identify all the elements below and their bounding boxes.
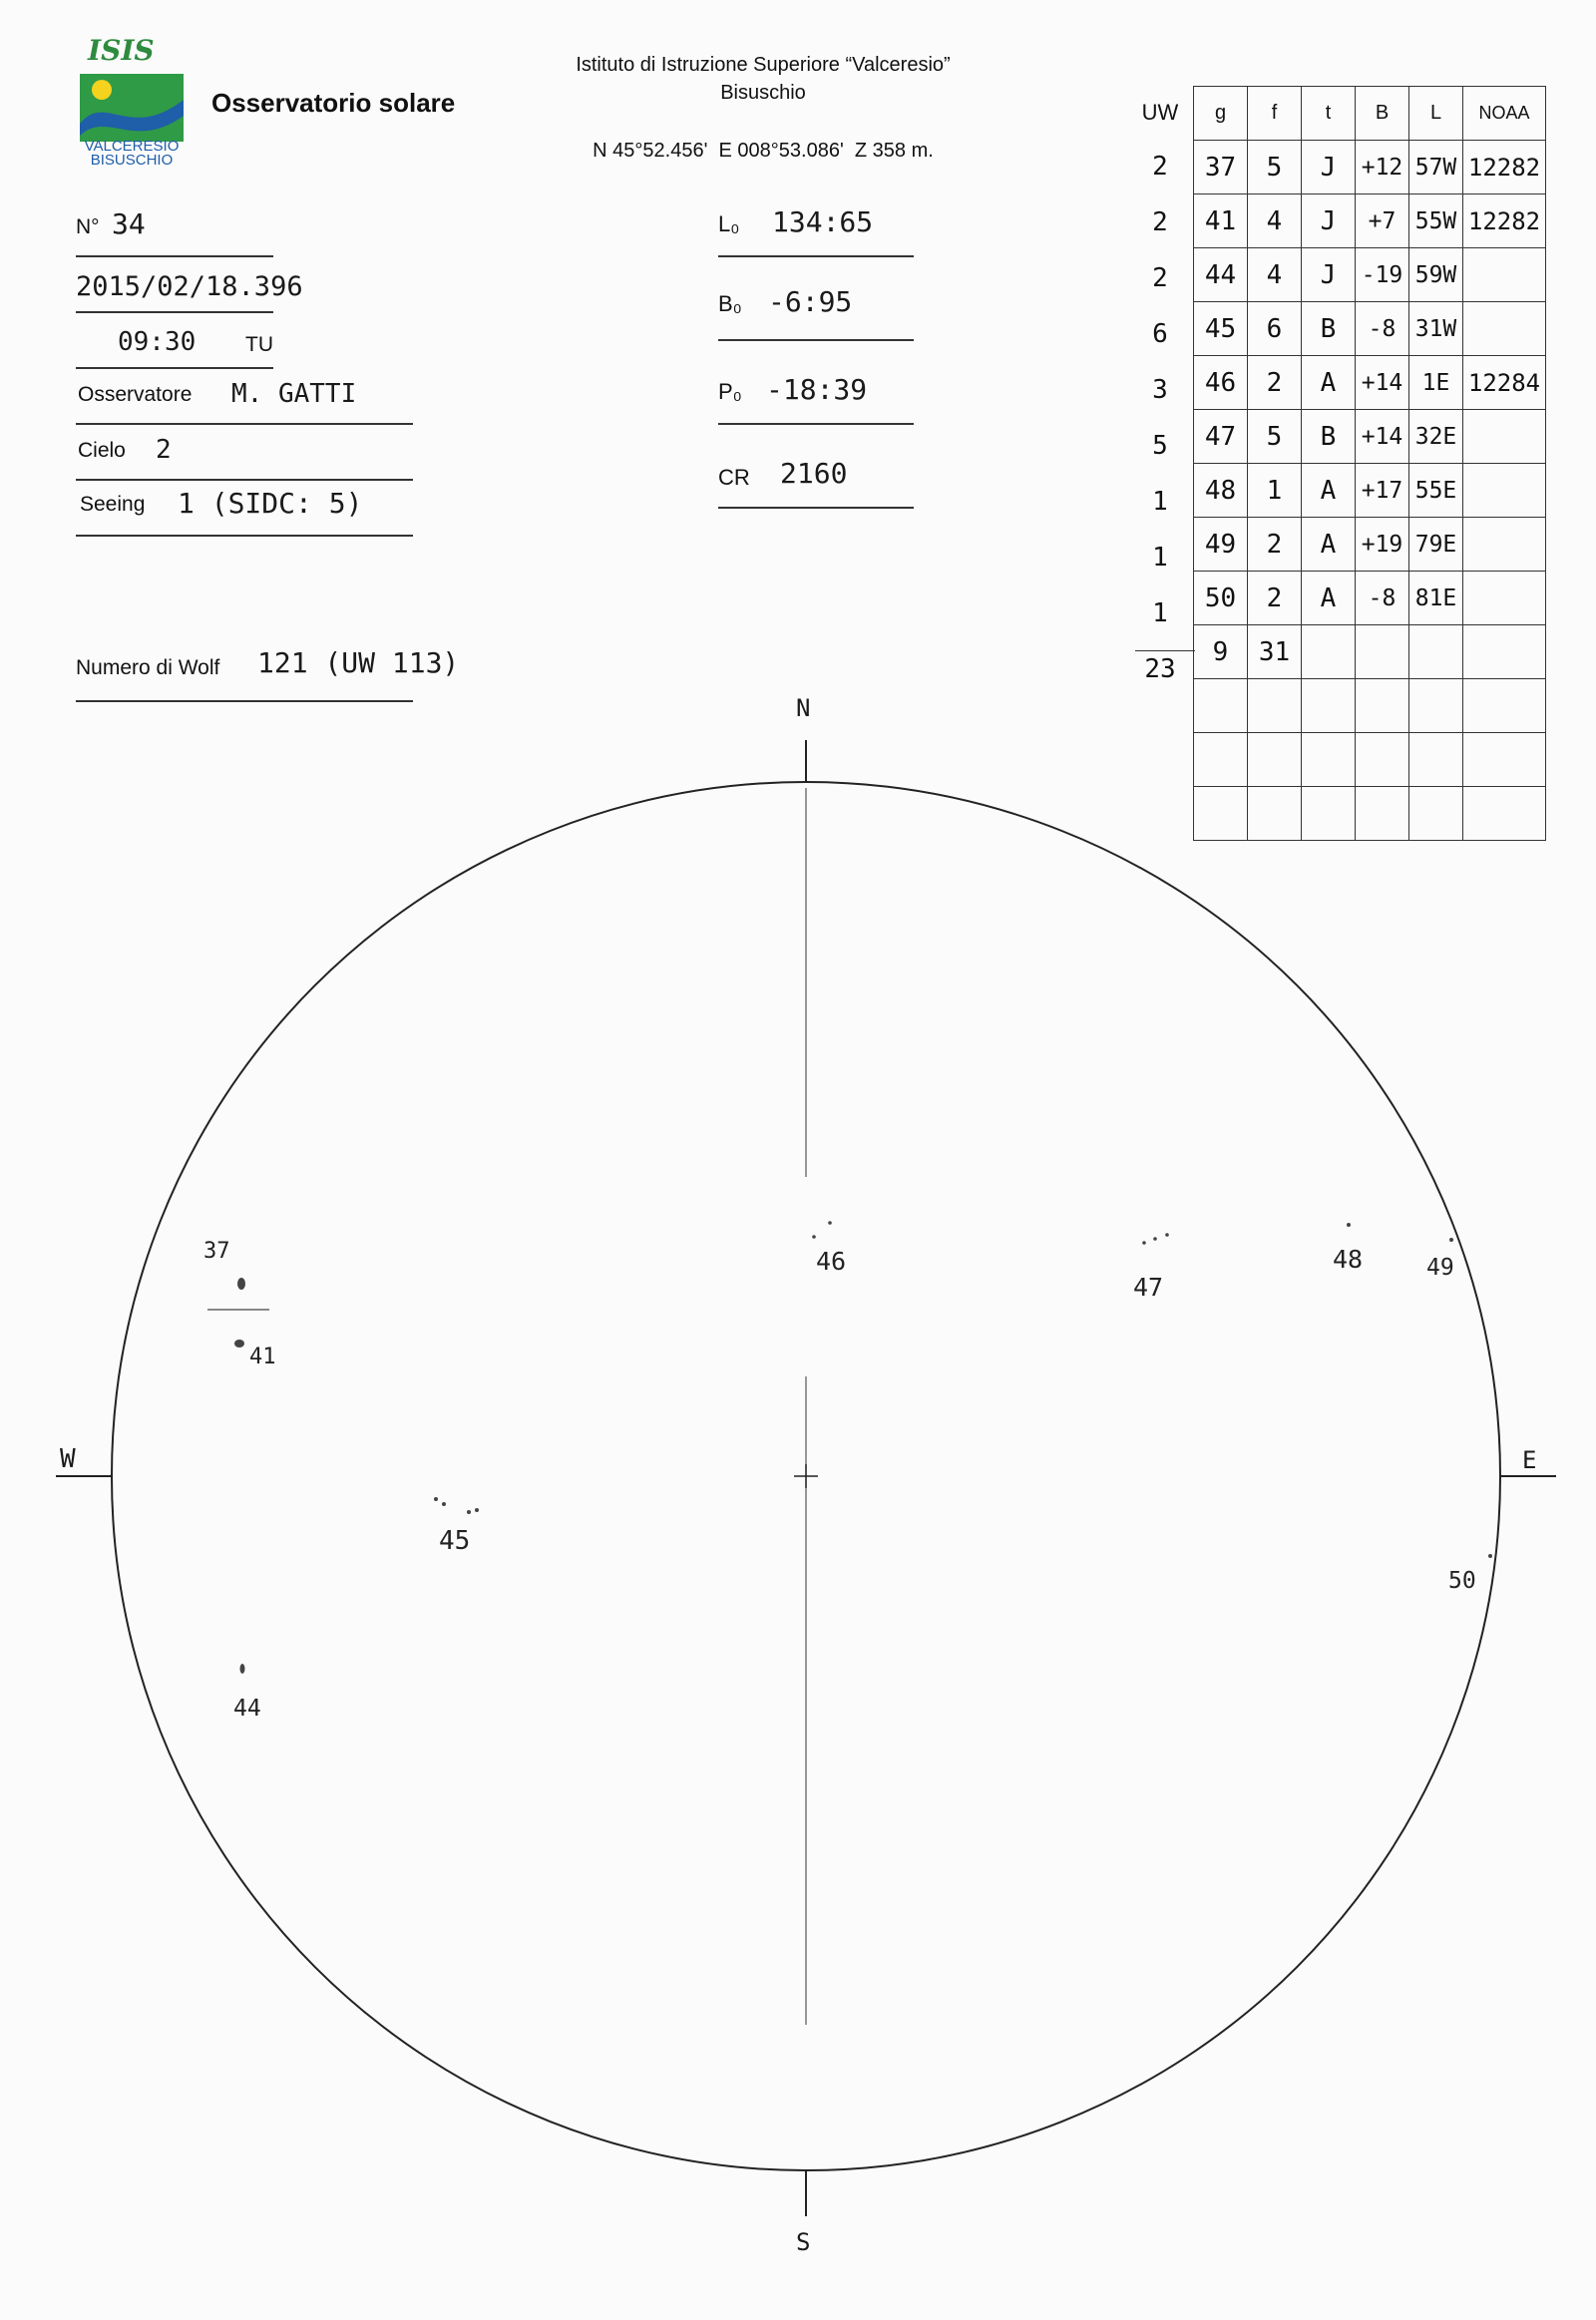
cell-g: 46 (1194, 356, 1248, 410)
cell-b: +17 (1356, 464, 1409, 518)
sunspot (434, 1497, 438, 1501)
sky-label: Cielo (78, 439, 126, 462)
col-header-b: B (1356, 87, 1409, 141)
b0-value: -6:95 (768, 285, 853, 318)
institute-town: Bisuschio (720, 82, 806, 104)
sunspot (475, 1508, 479, 1512)
cell-f: 4 (1248, 248, 1302, 302)
cell-t: J (1302, 141, 1356, 194)
cell-b: +19 (1356, 518, 1409, 572)
north-label: N (796, 694, 811, 722)
sunspot (234, 1340, 244, 1348)
cell-t: A (1302, 356, 1356, 410)
cell-f: 2 (1248, 356, 1302, 410)
cell-t: J (1302, 248, 1356, 302)
uw-cell: 6 (1152, 319, 1168, 349)
logo-subtitle: VALCERESIO BISUSCHIO (84, 138, 180, 169)
sunspot (828, 1221, 832, 1225)
observer-label: Osservatore (78, 383, 193, 406)
sunspot (1165, 1233, 1169, 1237)
site-coordinates: N 45°52.456' E 008°53.086' Z 358 m. (593, 140, 934, 162)
cell-noaa: 12282 (1463, 194, 1546, 248)
group-label: 48 (1333, 1245, 1364, 1274)
b0-label: B₀ (718, 291, 742, 316)
l0-value: 134:65 (772, 205, 874, 238)
col-header-g: g (1194, 87, 1248, 141)
cell-g: 44 (1194, 248, 1248, 302)
uw-cell: 1 (1152, 543, 1168, 573)
cell-l: 32E (1409, 410, 1463, 464)
cell-noaa: 12284 (1463, 356, 1546, 410)
cell-l: 59W (1409, 248, 1463, 302)
cell-b: +12 (1356, 141, 1409, 194)
total-f: 31 (1248, 625, 1302, 679)
cell-b: -19 (1356, 248, 1409, 302)
col-header-f: f (1248, 87, 1302, 141)
p0-value: -18:39 (766, 373, 868, 406)
uw-cell: 1 (1152, 487, 1168, 517)
p0-label: P₀ (718, 379, 742, 404)
sunspot (237, 1278, 245, 1290)
l0-label: L₀ (718, 211, 740, 236)
uw-cell: 2 (1152, 263, 1168, 293)
sunspot (1142, 1241, 1146, 1245)
time-unit: TU (245, 333, 273, 356)
cell-l: 55E (1409, 464, 1463, 518)
uw-cell: 3 (1152, 375, 1168, 405)
cell-b: -8 (1356, 572, 1409, 625)
cell-noaa: 12282 (1463, 141, 1546, 194)
cell-l: 79E (1409, 518, 1463, 572)
sunspot (1488, 1554, 1492, 1558)
cell-b: +14 (1356, 356, 1409, 410)
seeing-label: Seeing (80, 493, 146, 516)
sunspot (1449, 1238, 1453, 1242)
uw-cell: 1 (1152, 598, 1168, 628)
uw-cell: 2 (1152, 152, 1168, 182)
group-label: 50 (1448, 1568, 1476, 1594)
cell-b: -8 (1356, 302, 1409, 356)
south-label: S (796, 2228, 811, 2256)
cell-b: +7 (1356, 194, 1409, 248)
seeing-value: 1 (SIDC: 5) (178, 487, 363, 520)
sunspot (812, 1235, 816, 1239)
cell-t: A (1302, 518, 1356, 572)
cell-f: 6 (1248, 302, 1302, 356)
col-header-t: t (1302, 87, 1356, 141)
cell-l: 55W (1409, 194, 1463, 248)
cell-t: B (1302, 410, 1356, 464)
cell-g: 48 (1194, 464, 1248, 518)
uw-total: 23 (1144, 654, 1176, 684)
cr-value: 2160 (780, 457, 848, 490)
wolf-number-value: 121 (UW 113) (257, 646, 460, 679)
east-label: E (1522, 1446, 1537, 1474)
cr-label: CR (718, 465, 750, 490)
uw-cell: 5 (1152, 431, 1168, 461)
number-value: 34 (112, 207, 146, 240)
time-value: 09:30 (118, 327, 197, 357)
cell-f: 1 (1248, 464, 1302, 518)
sunspot (1153, 1237, 1157, 1241)
cell-t: J (1302, 194, 1356, 248)
sunspot (442, 1502, 446, 1506)
cell-f: 5 (1248, 410, 1302, 464)
group-label: 49 (1426, 1255, 1454, 1281)
cell-g: 50 (1194, 572, 1248, 625)
institute-name: Istituto di Istruzione Superiore “Valceresio” (576, 54, 951, 76)
cell-l: 31W (1409, 302, 1463, 356)
uw-cell: 2 (1152, 207, 1168, 237)
wolf-number-label: Numero di Wolf (76, 656, 220, 679)
cell-g: 47 (1194, 410, 1248, 464)
cell-g: 49 (1194, 518, 1248, 572)
date-value: 2015/02/18.396 (76, 271, 303, 302)
group-label: 41 (249, 1345, 276, 1369)
col-header-noaa: NOAA (1463, 87, 1546, 141)
cell-f: 2 (1248, 518, 1302, 572)
cell-t: A (1302, 572, 1356, 625)
sunspot (467, 1510, 471, 1514)
cell-g: 45 (1194, 302, 1248, 356)
uw-header: UW (1141, 100, 1179, 125)
cell-g: 37 (1194, 141, 1248, 194)
group-label: 46 (816, 1247, 847, 1276)
cell-f: 5 (1248, 141, 1302, 194)
group-label: 47 (1133, 1273, 1164, 1302)
cell-f: 2 (1248, 572, 1302, 625)
sunspot (240, 1664, 245, 1674)
col-header-l: L (1409, 87, 1463, 141)
cell-l: 1E (1409, 356, 1463, 410)
cell-l: 57W (1409, 141, 1463, 194)
cell-f: 4 (1248, 194, 1302, 248)
observatory-title: Osservatorio solare (211, 88, 456, 118)
cell-l: 81E (1409, 572, 1463, 625)
cell-t: A (1302, 464, 1356, 518)
cell-g: 41 (1194, 194, 1248, 248)
group-label: 37 (203, 1239, 230, 1264)
observer-value: M. GATTI (231, 379, 357, 409)
group-label: 45 (439, 1526, 471, 1556)
cell-t: B (1302, 302, 1356, 356)
sky-value: 2 (156, 435, 172, 465)
number-label: N° (76, 215, 100, 238)
total-g: 9 (1194, 625, 1248, 679)
sunspot (1347, 1223, 1351, 1227)
group-label: 44 (233, 1696, 261, 1722)
cell-b: +14 (1356, 410, 1409, 464)
west-label: W (60, 1444, 76, 1474)
svg-text:ISIS: ISIS (88, 34, 155, 67)
